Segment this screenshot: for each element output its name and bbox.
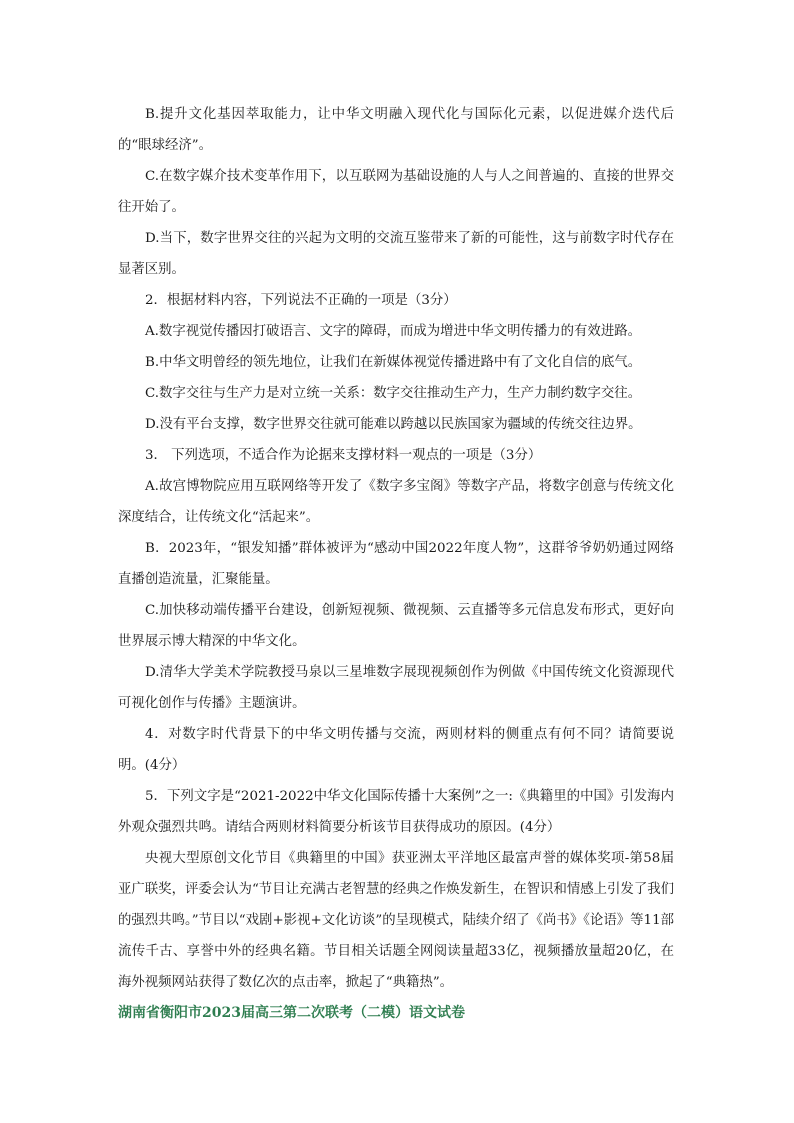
document-page: [118, 99, 674, 1029]
question-2-option-a: A.数字视觉传播因打破语言、文字的障碍，而成为增进中华文明传播力的有效进路。: [145, 324, 641, 339]
question-3-option-d: D.清华大学美术学院教授马泉以三星堆数字展现视频创作为例做《中国传统文化资源现代可视化创作与传播》主题演讲。: [118, 665, 674, 711]
question-3-option-a: A.故宫博物院应用互联网络等开发了《数字多宝阁》等数字产品，将数字创意与传统文化深度结合，让传统文化“活起来”。: [118, 479, 674, 525]
option-b-stem: B.提升文化基因萃取能力，让中华文明融入现代化与国际化元素，以促进媒介迭代后的“眼球经济”。: [118, 107, 674, 153]
question-2-option-d: D.没有平台支撑，数字世界交往就可能难以跨越以民族国家为疆域的传统交往边界。: [145, 417, 642, 432]
question-3-option-b: B．2023年，“银发知播”群体被评为“感动中国2022年度人物”，这群爷爷奶奶通过网络直播创造流量，汇聚能量。: [118, 541, 674, 587]
question-5-material: 央视大型原创文化节目《典籍里的中国》获亚洲太平洋地区最富声誉的媒体奖项-第58届亚广联奖，评委会认为“节目让充满古老智慧的经典之作焕发新生，在智识和情感上引发了我们的强烈共鸣。”节目以“戏剧+影视+文化访谈”的呈现模式，陆续介绍了《尚书》《论语》等11部流传千古、享誉中外的经典名籍。节目相关话题全网阅读量超33亿，视频播放量超20亿，在海外视频网站获得了数亿次的点击率，掀起了“典籍热”。: [118, 851, 674, 990]
question-4: 4．对数字时代背景下的中华文明传播与交流，两则材料的侧重点有何不同？请简要说明。(4分）: [118, 727, 674, 773]
question-2-option-b: B.中华文明曾经的领先地位，让我们在新媒体视觉传播进路中有了文化自信的底气。: [145, 355, 642, 370]
question-3: 3． 下列选项，不适合作为论据来支撑材料一观点的一项是（3分）: [145, 448, 542, 463]
option-d-stem: D.当下，数字世界交往的兴起为文明的交流互鉴带来了新的可能性，这与前数字时代存在显著区别。: [118, 231, 674, 277]
question-3-option-c: C.加快移动端传播平台建设，创新短视频、微视频、云直播等多元信息发布形式，更好向世界展示博大精深的中华文化。: [118, 603, 674, 649]
option-c-stem: C.在数字媒介技术变革作用下，以互联网为基础设施的人与人之间普遍的、直接的世界交往开始了。: [118, 169, 674, 215]
exam-source-footer: 湖南省衡阳市2023届高三第二次联考（二模）语文试卷: [118, 1005, 465, 1021]
question-5: 5．下列文字是“2021-2022中华文化国际传播十大案例”之一:《典籍里的中国》引发海内外观众强烈共鸣。请结合两则材料简要分析该节目获得成功的原因。(4分）: [118, 789, 674, 835]
question-2: 2．根据材料内容，下列说法不正确的一项是（3分）: [145, 293, 457, 308]
question-2-option-c: C.数字交往与生产力是对立统一关系：数字交往推动生产力，生产力制约数字交往。: [145, 386, 642, 401]
